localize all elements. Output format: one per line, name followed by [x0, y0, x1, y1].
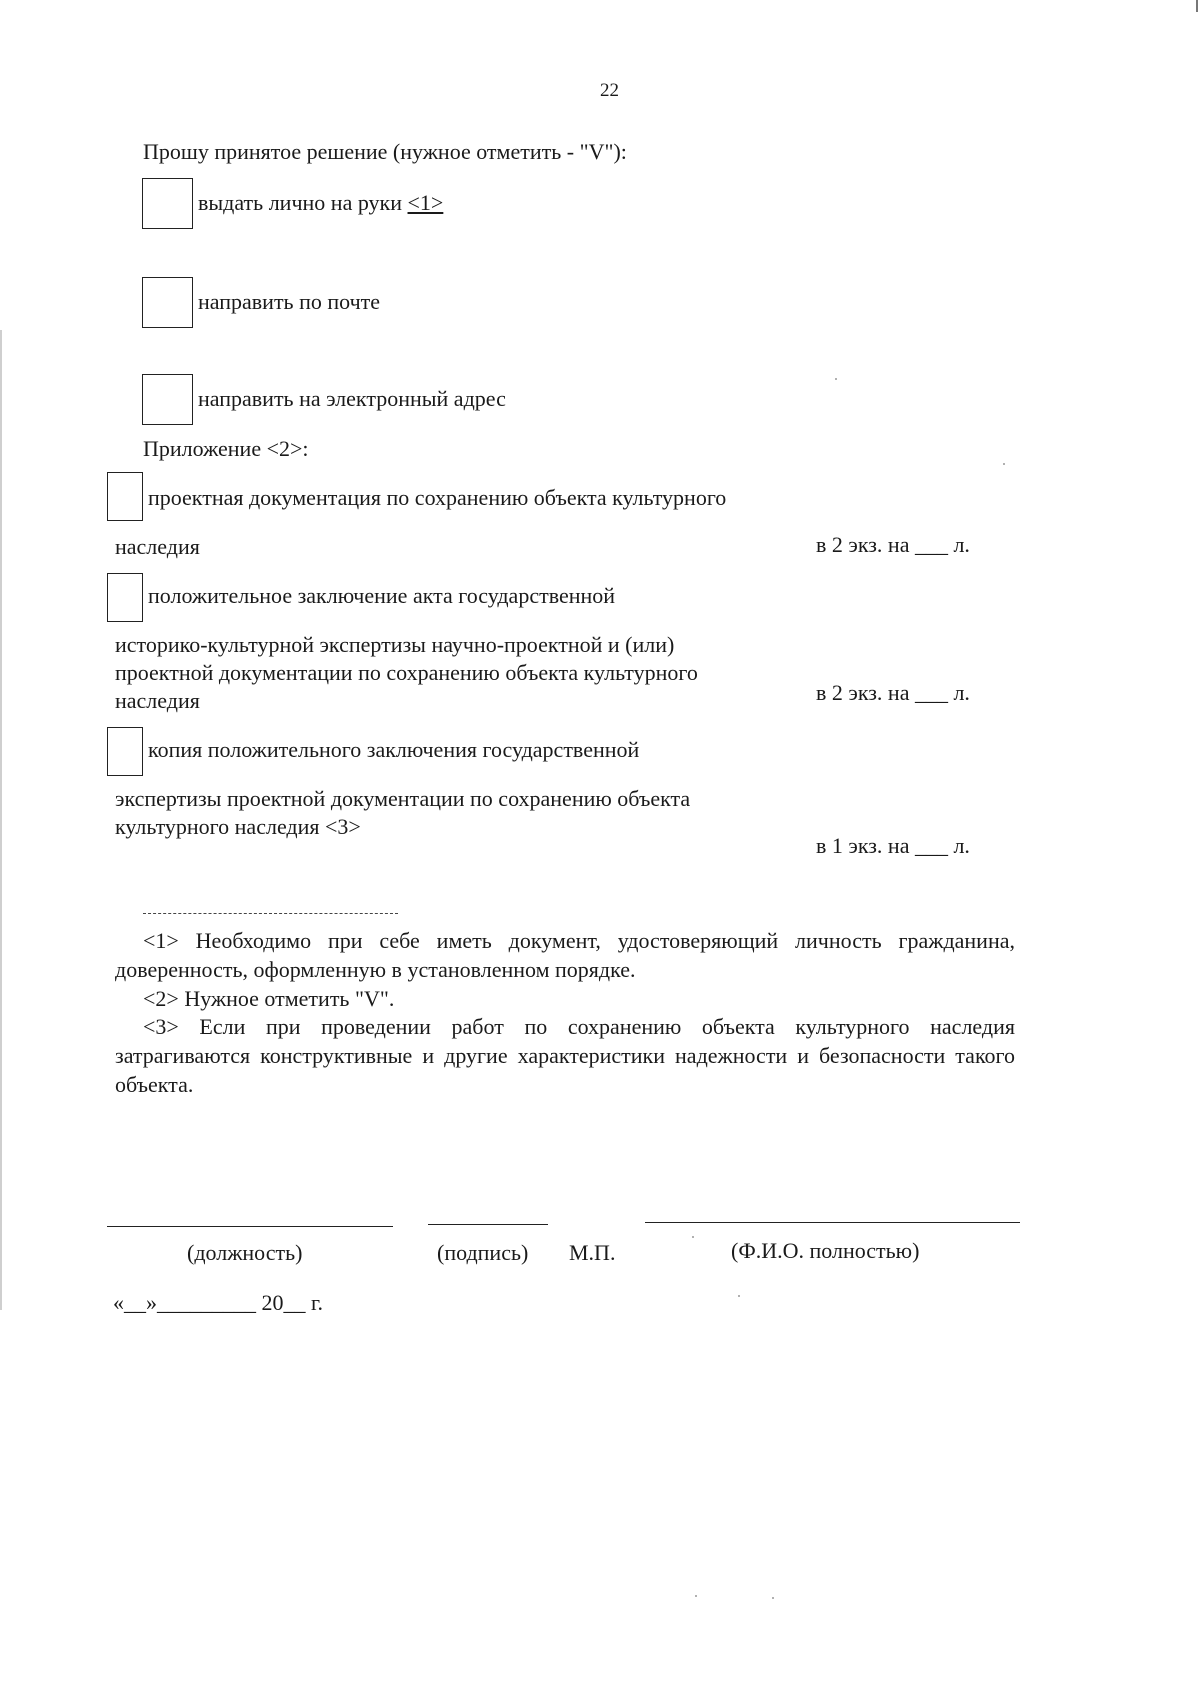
option-post: направить по почте — [198, 289, 381, 314]
footnote-separator — [143, 913, 398, 914]
option-email: направить на электронный адрес — [198, 386, 506, 411]
option-hand-delivery-text: выдать лично на руки — [198, 190, 408, 215]
stamp-label: М.П. — [569, 1240, 616, 1265]
checkbox-attachment-3[interactable] — [107, 727, 143, 776]
signature-line — [428, 1224, 548, 1225]
attachment-3-continuation-2: культурного наследия <3> — [115, 814, 361, 839]
attachment-1-first-line: проектная документация по сохранению объекта культурного — [148, 485, 727, 510]
signature-label: (подпись) — [437, 1240, 529, 1265]
checkbox-hand-delivery[interactable] — [142, 178, 193, 229]
scan-speck — [835, 378, 837, 380]
option-hand-delivery — [198, 190, 443, 216]
date-line: «__»_________ 20__ г. — [113, 1290, 324, 1315]
scan-edge-right — [1196, 0, 1198, 12]
scan-speck — [692, 1236, 694, 1238]
footnote-1: <1> Необходимо при себе иметь документ, удостоверяющий личность гражданина, доверенность, оформленную в установленном порядке. — [115, 928, 1015, 982]
attachment-2-first-line: положительное заключение акта государственной — [148, 583, 616, 608]
attachment-3-continuation-1: экспертизы проектной документации по сохранению объекта — [115, 786, 691, 811]
attachments-heading: Приложение <2>: — [143, 436, 309, 461]
checkbox-attachment-1[interactable] — [107, 472, 143, 521]
footnote-2: <2> Нужное отметить "V". — [143, 986, 395, 1011]
checkbox-attachment-2[interactable] — [107, 573, 143, 622]
name-label: (Ф.И.О. полностью) — [731, 1238, 920, 1263]
position-line — [107, 1226, 393, 1227]
scan-speck — [772, 1597, 774, 1599]
attachment-2-continuation-2: проектной документации по сохранению объекта культурного — [115, 660, 698, 685]
page-number: 22 — [600, 80, 619, 101]
attachment-2-continuation-1: историко-культурной экспертизы научно-проектной и (или) — [115, 632, 675, 657]
footnote-ref-1[interactable]: <1> — [407, 190, 444, 215]
attachment-2-copies: в 2 экз. на ___ л. — [816, 680, 970, 705]
scan-speck — [1003, 463, 1005, 465]
attachment-2-continuation-3: наследия — [115, 688, 200, 713]
request-heading: Прошу принятое решение (нужное отметить - "V"): — [143, 139, 627, 164]
footnote-3: <3> Если при проведении работ по сохранению объекта культурного наследия затрагиваются конструктивные и другие характеристики надежности и безопасности такого объекта. — [115, 1014, 1015, 1097]
position-label: (должность) — [187, 1240, 303, 1265]
name-line — [645, 1222, 1020, 1223]
attachment-1-copies: в 2 экз. на ___ л. — [816, 532, 970, 557]
scan-speck — [738, 1295, 740, 1297]
scan-edge-left — [0, 330, 2, 1310]
checkbox-email[interactable] — [142, 374, 193, 425]
attachment-1-continuation: наследия — [115, 534, 200, 559]
checkbox-post[interactable] — [142, 277, 193, 328]
scan-speck — [695, 1595, 697, 1597]
attachment-3-first-line: копия положительного заключения государственной — [148, 737, 640, 762]
attachment-3-copies: в 1 экз. на ___ л. — [816, 833, 970, 858]
